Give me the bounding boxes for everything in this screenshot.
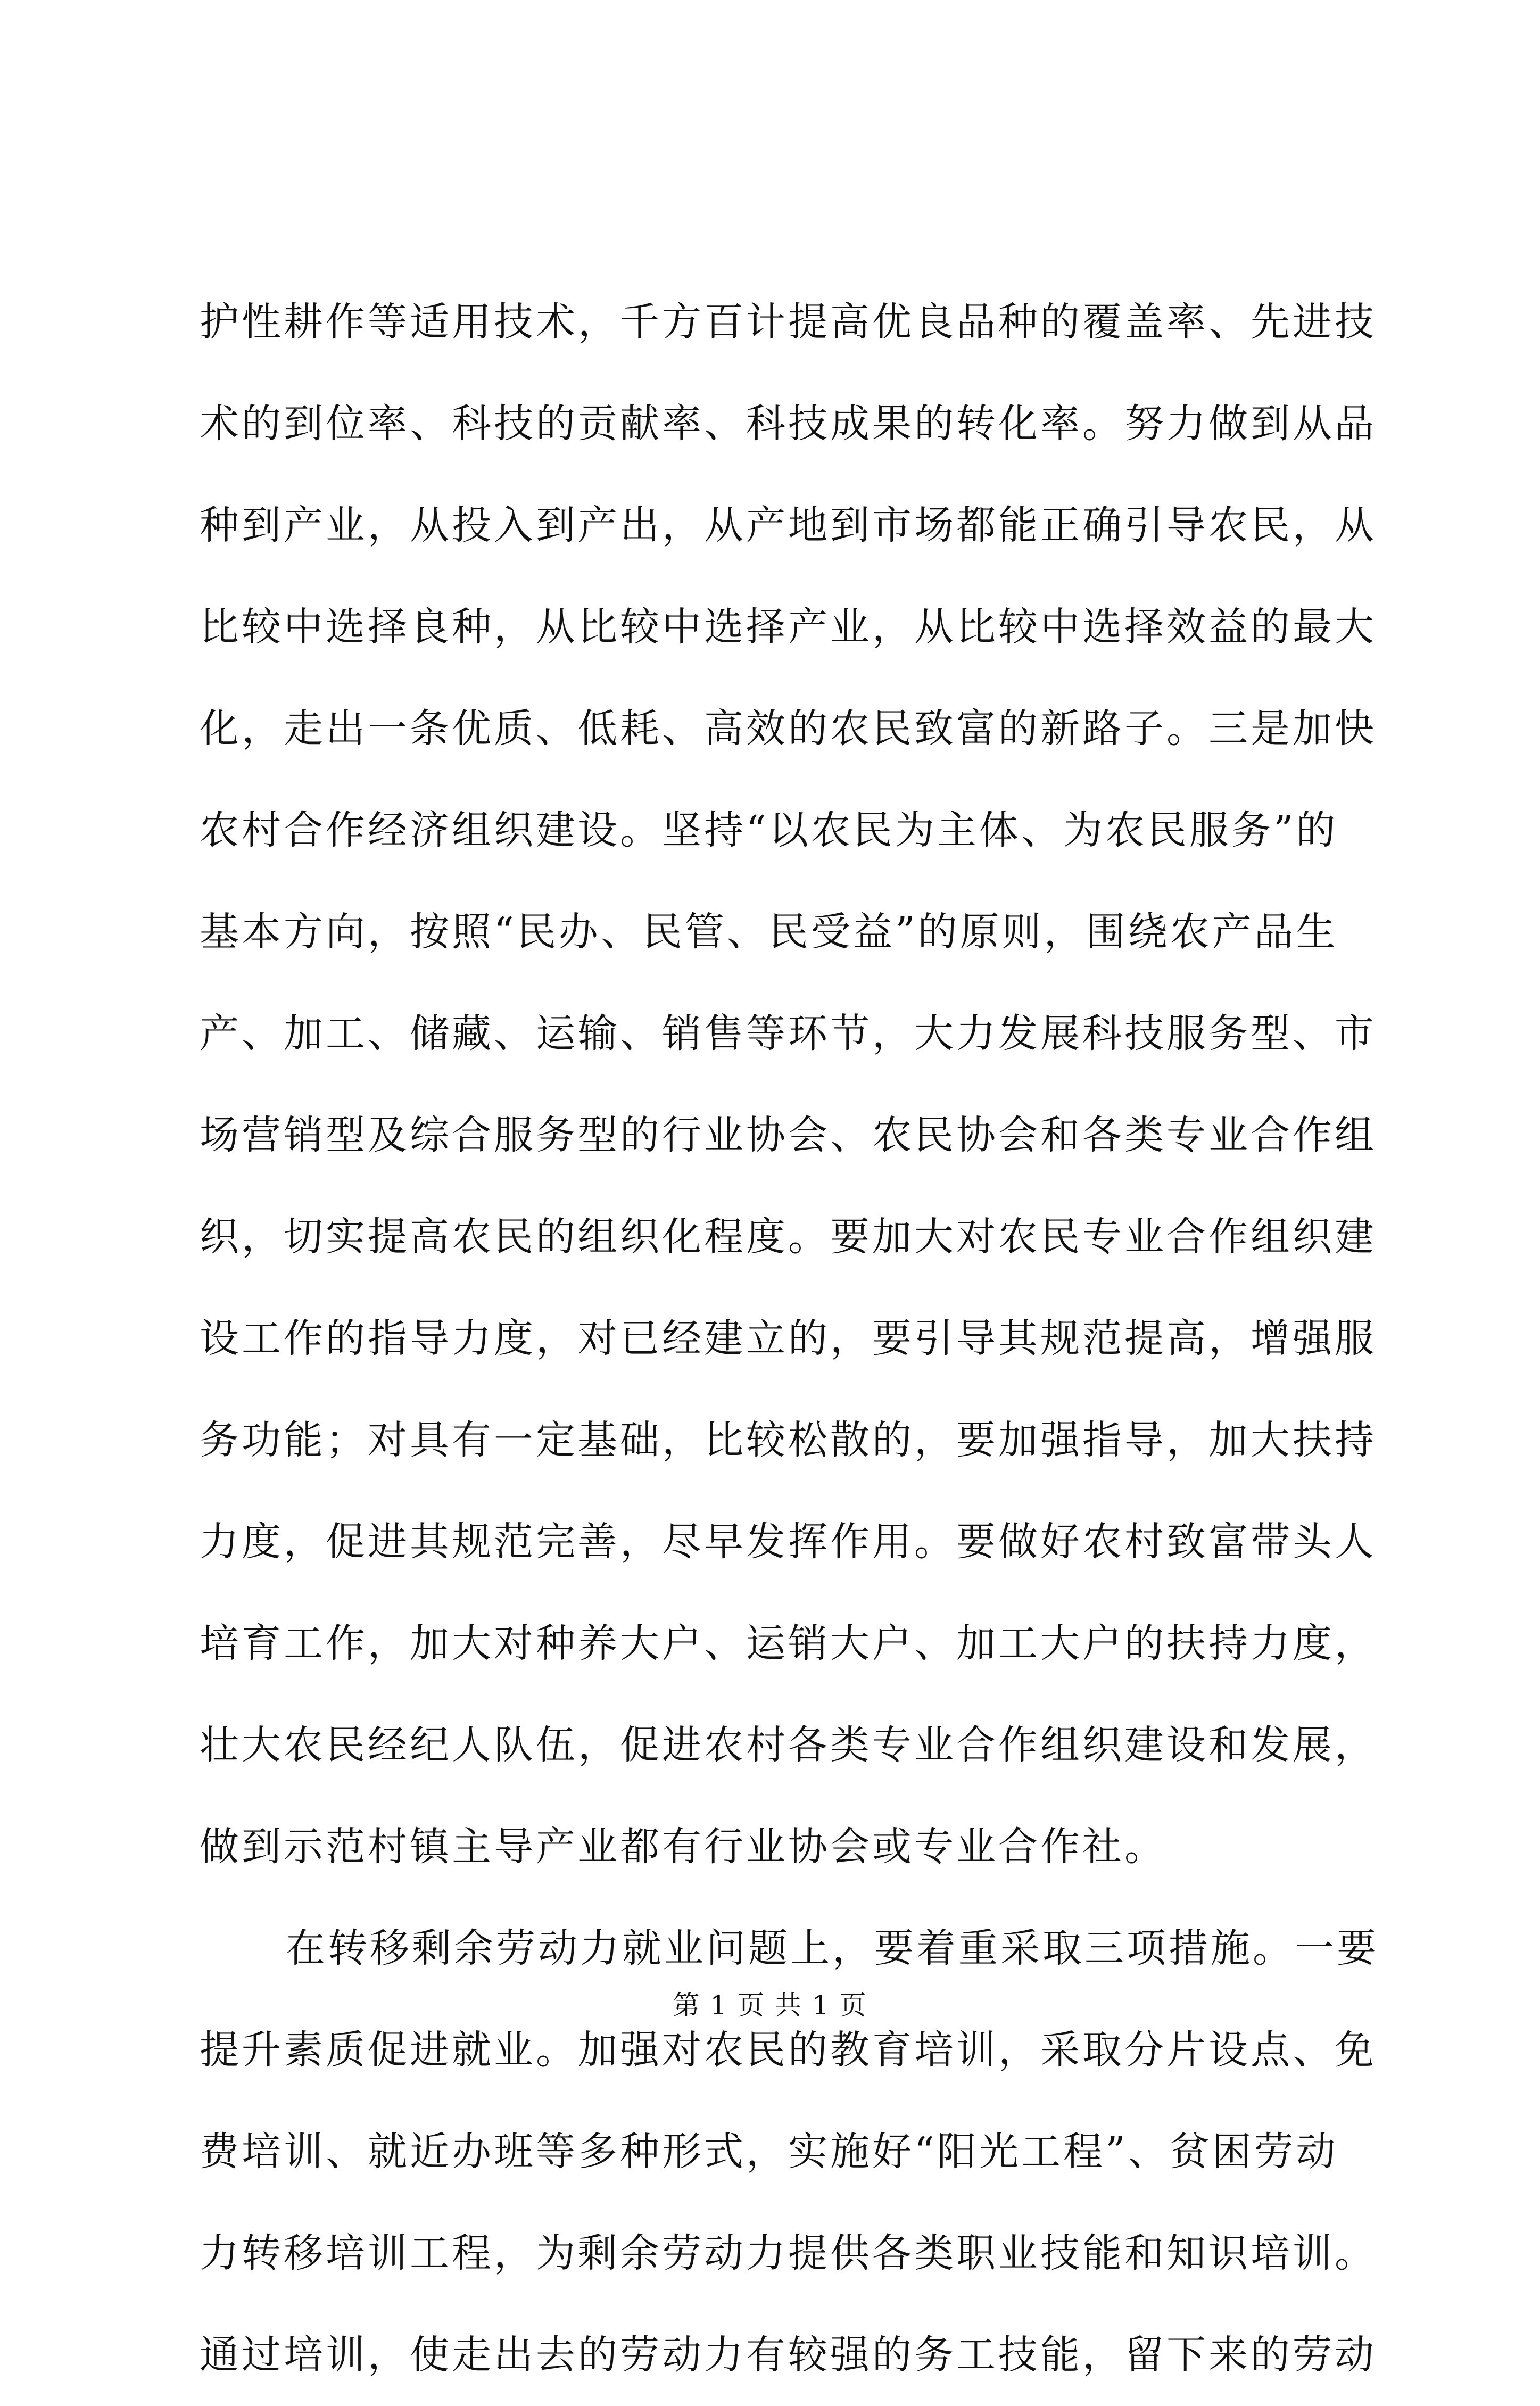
text-line: 力转移培训工程，为剩余劳动力提供各类职业技能和知识培训。 bbox=[200, 2230, 1377, 2276]
text-line: 提升素质促进就业。加强对农民的教育培训，采取分片设点、免 bbox=[200, 2027, 1377, 2073]
text-line: 通过培训，使走出去的劳动力有较强的务工技能，留下来的劳动 bbox=[200, 2332, 1377, 2378]
text-line: 护性耕作等适用技术，千方百计提高优良品种的覆盖率、先进技 bbox=[200, 299, 1377, 345]
body-text bbox=[200, 271, 1379, 2406]
text-line: 务功能；对具有一定基础，比较松散的，要加强指导，加大扶持 bbox=[200, 1417, 1377, 1463]
paragraph-first-line: 在转移剩余劳动力就业问题上，要着重采取三项措施。一要 bbox=[286, 1925, 1379, 1971]
text-line: 种到产业，从投入到产出，从产地到市场都能正确引导农民，从 bbox=[200, 502, 1377, 548]
text-line: 基本方向，按照“民办、民管、民受益”的原则，围绕农产品生 bbox=[200, 909, 1338, 955]
text-line: 设工作的指导力度，对已经建立的，要引导其规范提高，增强服 bbox=[200, 1316, 1377, 1361]
text-line: 壮大农民经纪人队伍，促进农村各类专业合作组织建设和发展， bbox=[200, 1722, 1377, 1768]
text-line: 农村合作经济组织建设。坚持“以农民为主体、为农民服务”的 bbox=[200, 807, 1338, 853]
text-line: 术的到位率、科技的贡献率、科技成果的转化率。努力做到从品 bbox=[200, 401, 1377, 447]
text-line: 织，切实提高农民的组织化程度。要加大对农民专业合作组织建 bbox=[200, 1214, 1377, 1260]
text-line: 场营销型及综合服务型的行业协会、农民协会和各类专业合作组 bbox=[200, 1112, 1377, 1158]
text-line: 力度，促进其规范完善，尽早发挥作用。要做好农村致富带头人 bbox=[200, 1519, 1377, 1565]
text-line: 化，走出一条优质、低耗、高效的农民致富的新路子。三是加快 bbox=[200, 706, 1377, 751]
page-number: 第 1 页 共 1 页 bbox=[673, 1990, 867, 2021]
text-line: 产、加工、储藏、运输、销售等环节，大力发展科技服务型、市 bbox=[200, 1011, 1377, 1056]
page-footer bbox=[0, 1989, 1540, 2021]
text-line: 做到示范村镇主导产业都有行业协会或专业合作社。 bbox=[200, 1824, 1166, 1870]
text-line: 培育工作，加大对种养大户、运销大户、加工大户的扶持力度， bbox=[200, 1620, 1377, 1666]
text-line: 比较中选择良种，从比较中选择产业，从比较中选择效益的最大 bbox=[200, 604, 1377, 650]
text-line: 费培训、就近办班等多种形式，实施好“阳光工程”、贫困劳动 bbox=[200, 2129, 1338, 2175]
